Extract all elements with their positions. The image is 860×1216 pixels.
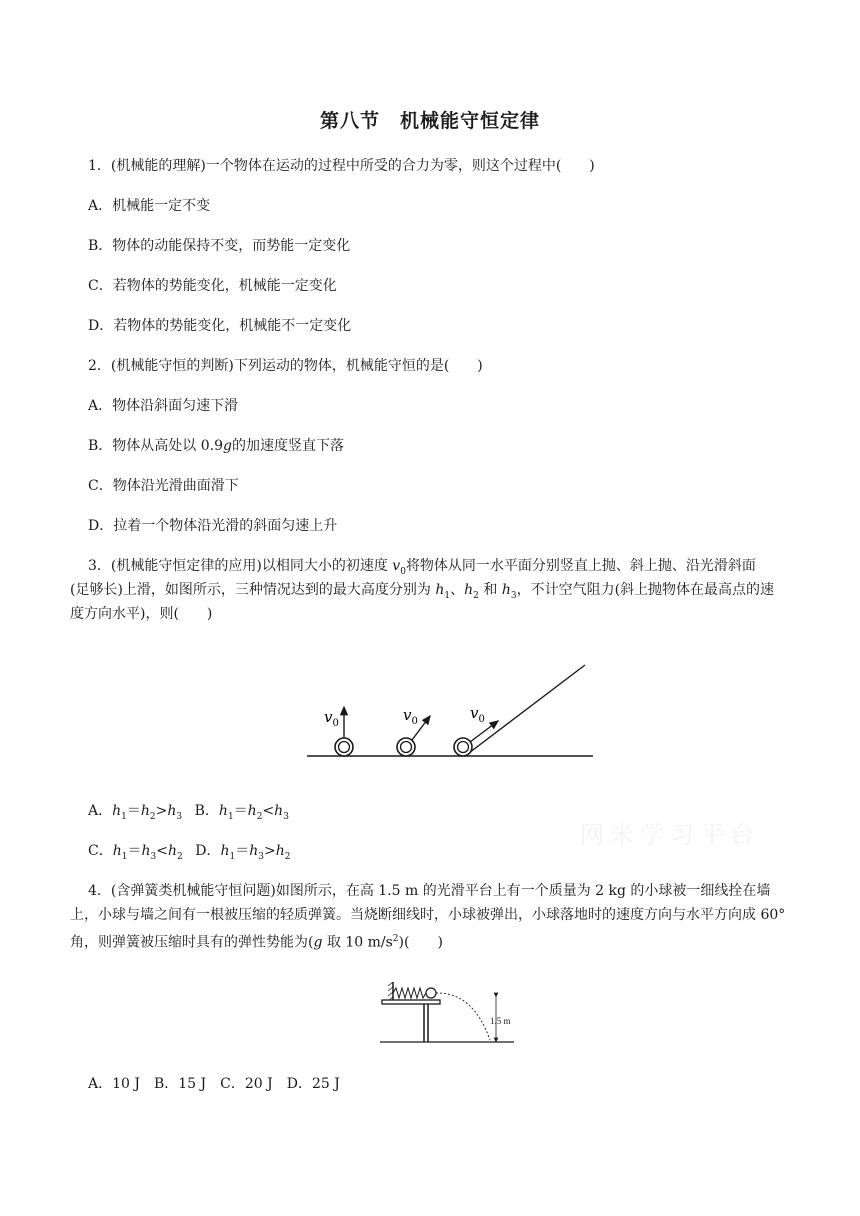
- question-2-option-d: D．拉着一个物体沿光滑的斜面匀速上升: [88, 518, 338, 534]
- watermark: 网米学习平台: [580, 821, 760, 849]
- question-1-option-c: C．若物体的势能变化，机械能一定变化: [88, 278, 337, 294]
- question-4-line-3: 角，则弹簧被压缩时具有的弹性势能为(g 取 10 $m/s^2$)( ): [70, 934, 443, 951]
- label-v0-1: $v_0$: [324, 708, 339, 729]
- question-1-stem: 1．(机械能的理解)一个物体在运动的过程中所受的合力为零，则这个过程中( ): [88, 158, 595, 174]
- question-3-options-ab: A．$h_1=h_2>h_3$ B．$h_1=h_2<h_3$: [88, 803, 289, 822]
- question-3-line-3: 度方向水平)，则( ): [70, 606, 213, 622]
- question-3-diagram: [305, 660, 605, 770]
- page-title: 第八节 机械能守恒定律: [319, 110, 540, 132]
- label-v0-3: $v_0$: [470, 704, 485, 725]
- question-3-options-cd: C．$h_1=h_3<h_2$ D．$h_1=h_3>h_2$: [88, 843, 291, 862]
- question-3-line-1: 3．(机械能守恒定律的应用)以相同大小的初速度 $v_0$将物体从同一水平面分别竖直上抛、斜上抛、沿光滑斜面: [88, 558, 756, 577]
- question-2-option-a: A．物体沿斜面匀速下滑: [88, 398, 239, 414]
- question-1-option-a: A．机械能一定不变: [88, 198, 211, 214]
- small-ball: [426, 988, 436, 998]
- question-2-option-c: C．物体沿光滑曲面滑下: [88, 478, 239, 494]
- question-4-line-1: 4．(含弹簧类机械能守恒问题)如图所示，在高 1.5 m 的光滑平台上有一个质量为 2 kg 的小球被一细线拴在墙: [88, 883, 771, 899]
- question-4-options: A．10 J B．15 J C．20 J D．25 J: [88, 1076, 340, 1092]
- question-4-line-2: 上，小球与墙之间有一根被压缩的轻质弹簧。当烧断细线时，小球被弹出，小球落地时的速度方向与水平方向成 60°: [70, 907, 786, 923]
- ball-2: [397, 738, 415, 756]
- question-4-diagram: [378, 978, 538, 1046]
- trajectory: [436, 993, 490, 1040]
- question-2-option-b: B．物体从高处以 0.9g的加速度竖直下落: [88, 438, 344, 454]
- spring: [393, 988, 426, 998]
- question-1-option-d: D．若物体的势能变化，机械能不一定变化: [88, 318, 352, 334]
- height-label: 1.5 m: [490, 1016, 511, 1026]
- question-1-option-b: B．物体的动能保持不变，而势能一定变化: [88, 238, 351, 254]
- ball-3: [454, 738, 472, 756]
- question-2-stem: 2．(机械能守恒的判断)下列运动的物体，机械能守恒的是( ): [88, 358, 483, 374]
- label-v0-2: $v_0$: [403, 706, 418, 727]
- question-3-line-2: (足够长)上滑，如图所示，三种情况达到的最大高度分别为 $h_1$、$h_2$ 和 $h_3$，不计空气阻力(斜上抛物体在最高点的速: [70, 582, 775, 601]
- ball-1: [335, 738, 353, 756]
- incline-line: [465, 665, 585, 756]
- platform: [382, 1000, 440, 1004]
